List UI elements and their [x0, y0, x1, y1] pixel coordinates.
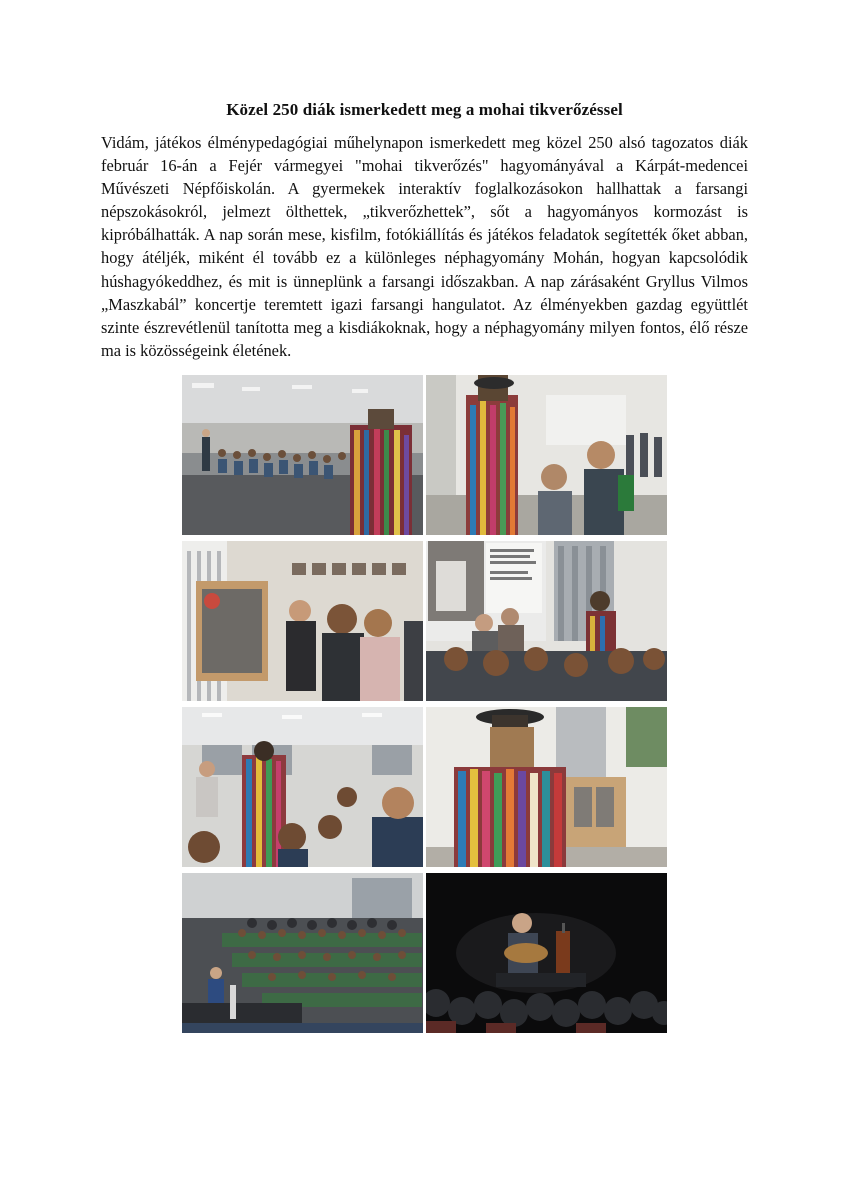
article-paragraph: Vidám, játékos élménypedagógiai műhelynapon ismerkedett meg közel 250 alsó tagozatos diák február 16-án a Fejér vármegyei "mohai tikverőzés" hagyományával a Kárpát-medencei Művészeti Népfőiskolán. A gyermekek interaktív foglalkozásokon hallhattak a farsangi népszokásokról, jelmezt ölthettek, „tikverőzhettek”, sőt a hagyományos kormozást is kipróbálhatták. A nap során mese, kisfilm, fotókiállítás és játékos feladatok segítették őket abban, hogy átéljék, miként él tovább ez a különleges néphagyomány Mohán, hogyan kapcsolódik húshagyókeddhez, és mit is ünneplünk a farsangi időszakban. A nap zárásaként Gryllus Vilmos „Maszkabál” koncertje teremtett igazi farsangi hangulatot. Az élményekben gazdag együttlét szinte észrevétlenül tanította meg a kisdiákoknak, hogy a néphagyomány milyen fontos, élő része ma is közösségeink életének.: [101, 133, 748, 360]
photo-costume-among-students: [182, 707, 423, 867]
photo-grid: [182, 375, 667, 1032]
photo-costume-closeup: [426, 707, 667, 867]
photo-musician-stage: [426, 873, 667, 1033]
photo-concert-hall: [182, 873, 423, 1033]
article-title: Közel 250 diák ismerkedett meg a mohai tikverőzéssel: [226, 100, 623, 119]
photo-presentation: [426, 541, 667, 701]
photo-hall-audience: [182, 375, 423, 535]
photo-costume-children: [426, 375, 667, 535]
photo-exhibition-children: [182, 541, 423, 701]
